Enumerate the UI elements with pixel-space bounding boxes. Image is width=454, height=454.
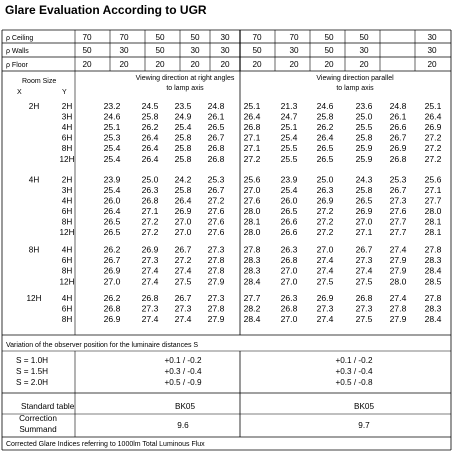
ugr-parallel-value: 27.0 — [280, 313, 298, 324]
ugr-parallel-value: 26.8 — [280, 303, 298, 314]
ugr-parallel-value: 27.3 — [389, 195, 407, 206]
ugr-right-value: 27.3 — [207, 244, 225, 255]
ugr-parallel-value: 26.3 — [316, 184, 334, 195]
room-x-value: 4H — [28, 175, 40, 185]
reflectance-value: 30 — [289, 46, 299, 55]
ugr-parallel-value: 24.8 — [389, 101, 407, 111]
ugr-parallel-value: 27.2 — [424, 153, 442, 164]
ugr-right-value: 27.8 — [207, 255, 225, 266]
ugr-right-value: 25.1 — [243, 101, 261, 111]
room-y-value: 12H — [59, 154, 75, 164]
ugr-parallel-value: 28.0 — [389, 276, 407, 287]
variation-right-value: +0.1 / -0.2 — [164, 356, 202, 365]
ugr-right-value: 26.8 — [207, 153, 225, 164]
reflectance-value: 30 — [359, 46, 369, 55]
ugr-parallel-value: 26.3 — [280, 292, 298, 303]
ugr-parallel-value: 27.0 — [316, 244, 334, 255]
room-y-value: 6H — [61, 133, 73, 143]
reflectance-value: 20 — [289, 60, 299, 69]
ugr-parallel-value: 25.6 — [424, 174, 442, 185]
variation-parallel-value: +0.5 / -0.8 — [335, 378, 373, 387]
ugr-right-value: 28.0 — [243, 227, 261, 238]
ugr-parallel-value: 28.4 — [424, 313, 442, 324]
ugr-right-value: 26.8 — [207, 143, 225, 154]
ugr-parallel-value: 25.8 — [355, 132, 373, 143]
ugr-parallel-value: 26.7 — [355, 244, 373, 255]
ugr-parallel-value: 27.1 — [424, 184, 442, 195]
summand-label: Summand — [19, 425, 57, 434]
ugr-right-value: 27.6 — [207, 227, 225, 238]
variation-label: S = 1.5H — [16, 367, 49, 376]
ugr-right-value: 25.4 — [103, 153, 121, 164]
ugr-parallel-value: 24.7 — [280, 111, 298, 122]
ugr-parallel-value: 27.8 — [424, 244, 442, 255]
ugr-right-value: 26.1 — [207, 111, 225, 122]
ugr-right-value: 26.7 — [207, 132, 225, 143]
reflectance-value: 50 — [324, 33, 334, 42]
room-y-value: 6H — [61, 304, 73, 314]
variation-right-value: +0.5 / -0.9 — [164, 378, 202, 387]
ugr-parallel-value: 25.5 — [280, 153, 298, 164]
ugr-right-value: 26.5 — [103, 216, 121, 227]
ugr-parallel-value: 27.9 — [389, 313, 407, 324]
ugr-right-value: 24.8 — [207, 101, 225, 111]
reflectance-value: 50 — [324, 46, 334, 55]
ugr-parallel-value: 27.8 — [389, 303, 407, 314]
reflectance-value: 50 — [359, 33, 369, 42]
reflectance-value: 30 — [190, 46, 200, 55]
ugr-right-value: 27.1 — [243, 132, 261, 143]
ugr-parallel-value: 27.2 — [316, 205, 334, 216]
ugr-right-value: 26.4 — [174, 195, 192, 206]
ugr-parallel-value: 27.4 — [316, 265, 334, 276]
ugr-parallel-value: 25.9 — [355, 153, 373, 164]
reflectance-value: 70 — [119, 33, 129, 42]
ugr-parallel-value: 24.6 — [316, 101, 334, 111]
ugr-parallel-value: 27.5 — [355, 313, 373, 324]
ugr-parallel-value: 26.9 — [389, 143, 407, 154]
reflectance-value: 50 — [155, 33, 165, 42]
ugr-parallel-value: 27.2 — [316, 227, 334, 238]
ugr-right-value: 26.7 — [103, 255, 121, 266]
ugr-parallel-value: 25.4 — [280, 184, 298, 195]
correction-parallel-value: 9.7 — [358, 421, 370, 430]
ugr-parallel-value: 28.0 — [424, 205, 442, 216]
room-size-x-label: X — [17, 89, 22, 96]
ugr-parallel-value: 25.1 — [424, 101, 442, 111]
ugr-right-value: 28.2 — [243, 303, 261, 314]
room-y-value: 2H — [61, 102, 73, 111]
ugr-parallel-value: 27.4 — [316, 255, 334, 266]
reflectance-value: 20 — [155, 60, 165, 69]
ugr-right-value: 26.8 — [141, 195, 159, 206]
correction-label: Correction — [19, 414, 57, 423]
variation-title: Variation of the observer position for the luminaire distances S — [6, 342, 199, 349]
ugr-right-value: 26.7 — [174, 292, 192, 303]
ugr-right-value: 26.7 — [174, 244, 192, 255]
variation-right-value: +0.3 / -0.4 — [164, 367, 202, 376]
ugr-parallel-value: 23.6 — [355, 101, 373, 111]
reflectance-value: 50 — [190, 33, 200, 42]
ugr-parallel-value: 27.9 — [389, 255, 407, 266]
ugr-parallel-value: 26.5 — [280, 205, 298, 216]
ugr-parallel-value: 27.7 — [389, 227, 407, 238]
ugr-right-value: 27.2 — [174, 255, 192, 266]
ugr-right-value: 26.2 — [103, 292, 121, 303]
room-y-value: 4H — [61, 293, 73, 303]
ugr-parallel-value: 26.8 — [389, 153, 407, 164]
ugr-parallel-value: 27.8 — [424, 292, 442, 303]
ugr-right-value: 26.9 — [141, 244, 159, 255]
ugr-right-value: 25.3 — [103, 132, 121, 143]
ugr-right-value: 27.3 — [174, 303, 192, 314]
ugr-parallel-value: 27.9 — [389, 265, 407, 276]
ugr-right-value: 27.6 — [243, 195, 261, 206]
ugr-right-value: 27.2 — [243, 153, 261, 164]
ugr-parallel-value: 26.4 — [424, 111, 442, 122]
ugr-parallel-value: 25.8 — [355, 184, 373, 195]
ugr-parallel-value: 26.4 — [316, 132, 334, 143]
ugr-parallel-value: 26.5 — [316, 143, 334, 154]
reflectance-value: 50 — [252, 46, 262, 55]
ugr-parallel-value: 26.5 — [316, 153, 334, 164]
reflectance-value: 20 — [324, 60, 334, 69]
room-y-value: 4H — [61, 245, 73, 255]
ugr-right-value: 28.0 — [243, 205, 261, 216]
room-y-value: 3H — [61, 112, 73, 122]
ugr-parallel-value: 25.3 — [389, 174, 407, 185]
ugr-right-value: 27.0 — [174, 227, 192, 238]
variation-parallel-value: +0.3 / -0.4 — [335, 367, 373, 376]
ugr-parallel-value: 26.0 — [280, 195, 298, 206]
ugr-right-value: 25.8 — [174, 143, 192, 154]
ugr-right-value: 27.4 — [174, 265, 192, 276]
room-y-value: 2H — [61, 175, 73, 185]
ugr-right-value: 27.4 — [174, 313, 192, 324]
ugr-parallel-value: 25.8 — [316, 111, 334, 122]
reflectance-value: 70 — [289, 33, 299, 42]
ugr-parallel-value: 27.3 — [355, 255, 373, 266]
ugr-parallel-value: 25.0 — [316, 174, 334, 185]
reflectance-value: 20 — [82, 60, 92, 69]
ugr-parallel-value: 27.4 — [389, 244, 407, 255]
ugr-right-value: 27.3 — [141, 303, 159, 314]
ugr-parallel-value: 26.3 — [280, 244, 298, 255]
ugr-parallel-value: 27.5 — [316, 276, 334, 287]
room-x-value: 12H — [26, 293, 42, 303]
ugr-right-value: 27.2 — [141, 216, 159, 227]
ugr-right-value: 26.0 — [103, 195, 121, 206]
ugr-right-value: 27.9 — [207, 313, 225, 324]
ugr-parallel-value: 26.8 — [355, 292, 373, 303]
room-y-value: 8H — [61, 217, 73, 227]
ugr-parallel-value: 27.3 — [316, 303, 334, 314]
reflectance-value: 20 — [252, 60, 262, 69]
footer-note: Corrected Glare Indices referring to 1000lm Total Luminous Flux — [6, 441, 205, 448]
room-x-value: 2H — [28, 102, 40, 111]
ugr-right-value: 24.5 — [141, 101, 159, 111]
ugr-right-value: 26.2 — [141, 122, 159, 133]
ugr-right-value: 26.2 — [103, 244, 121, 255]
room-y-value: 3H — [61, 185, 73, 195]
ugr-parallel-value: 26.9 — [316, 292, 334, 303]
ugr-right-value: 25.4 — [103, 184, 121, 195]
room-size-y-label: Y — [62, 89, 67, 96]
ugr-right-value: 27.8 — [243, 244, 261, 255]
ugr-right-value: 26.5 — [103, 227, 121, 238]
ugr-parallel-value: 27.0 — [280, 265, 298, 276]
ugr-parallel-value: 27.2 — [424, 143, 442, 154]
ugr-right-value: 27.4 — [141, 313, 159, 324]
ugr-parallel-value: 27.5 — [355, 276, 373, 287]
ugr-right-value: 27.0 — [103, 276, 121, 287]
ugr-right-value: 26.9 — [174, 205, 192, 216]
ugr-parallel-value: 27.2 — [316, 216, 334, 227]
ugr-right-value: 28.3 — [243, 255, 261, 266]
ugr-parallel-value: 27.4 — [355, 265, 373, 276]
reflectance-value: 20 — [427, 60, 437, 69]
reflectance-value: 50 — [82, 46, 92, 55]
ugr-parallel-value: 27.0 — [280, 276, 298, 287]
ugr-right-value: 26.7 — [207, 184, 225, 195]
ugr-right-value: 27.2 — [207, 195, 225, 206]
ugr-right-value: 25.0 — [141, 174, 159, 185]
ugr-parallel-value: 26.9 — [424, 122, 442, 133]
ugr-parallel-value: 26.1 — [389, 111, 407, 122]
ugr-right-value: 25.4 — [174, 122, 192, 133]
ugr-parallel-value: 24.3 — [355, 174, 373, 185]
view-right-heading: Viewing direction at right angles — [135, 75, 235, 82]
view-parallel-heading: Viewing direction parallel — [316, 75, 394, 82]
ugr-right-value: 25.1 — [103, 122, 121, 133]
ugr-parallel-value: 28.3 — [424, 303, 442, 314]
ugr-parallel-value: 28.3 — [424, 255, 442, 266]
ugr-right-value: 27.9 — [207, 276, 225, 287]
ugr-parallel-value: 26.7 — [389, 184, 407, 195]
ugr-right-value: 27.0 — [243, 184, 261, 195]
ugr-right-value: 25.3 — [207, 174, 225, 185]
ugr-right-value: 26.4 — [141, 143, 159, 154]
ugr-parallel-value: 26.9 — [355, 205, 373, 216]
ugr-right-value: 27.7 — [243, 292, 261, 303]
ugr-right-value: 26.8 — [141, 292, 159, 303]
room-y-value: 8H — [61, 314, 73, 324]
ugr-right-value: 26.8 — [243, 122, 261, 133]
reflectance-value: 30 — [119, 46, 129, 55]
variation-label: S = 2.0H — [16, 378, 49, 387]
reflectance-value: 70 — [252, 33, 262, 42]
variation-label: S = 1.0H — [16, 356, 49, 365]
ugr-parallel-value: 28.5 — [424, 276, 442, 287]
reflectance-label: ρ Ceiling — [6, 35, 34, 42]
room-y-value: 8H — [61, 266, 73, 276]
ugr-parallel-value: 26.5 — [355, 195, 373, 206]
correction-right-value: 9.6 — [177, 421, 189, 430]
reflectance-value: 20 — [190, 60, 200, 69]
standard-parallel-value: BK05 — [353, 402, 375, 411]
ugr-right-value: 26.4 — [141, 132, 159, 143]
ugr-parallel-value: 23.9 — [280, 174, 298, 185]
ugr-right-value: 27.3 — [207, 292, 225, 303]
reflectance-label: ρ Floor — [6, 62, 28, 69]
reflectance-value: 20 — [220, 60, 230, 69]
ugr-right-value: 26.3 — [141, 184, 159, 195]
room-y-value: 6H — [61, 256, 73, 266]
ugr-parallel-value: 27.0 — [355, 216, 373, 227]
ugr-parallel-value: 25.5 — [280, 143, 298, 154]
ugr-parallel-value: 26.9 — [316, 195, 334, 206]
ugr-right-value: 27.8 — [207, 265, 225, 276]
ugr-parallel-value: 26.6 — [389, 122, 407, 133]
ugr-parallel-value: 27.7 — [424, 195, 442, 206]
ugr-parallel-value: 27.4 — [316, 313, 334, 324]
ugr-right-value: 23.2 — [103, 101, 121, 111]
ugr-right-value: 27.5 — [174, 276, 192, 287]
ugr-parallel-value: 28.4 — [424, 265, 442, 276]
ugr-parallel-value: 27.7 — [389, 216, 407, 227]
standard-table-label: Standard table — [21, 402, 75, 411]
room-y-value: 8H — [61, 144, 73, 154]
reflectance-value: 30 — [220, 33, 230, 42]
reflectance-value: 30 — [427, 33, 437, 42]
ugr-parallel-value: 25.9 — [355, 143, 373, 154]
ugr-right-value: 23.5 — [174, 101, 192, 111]
ugr-right-value: 27.8 — [207, 303, 225, 314]
ugr-right-value: 27.4 — [141, 276, 159, 287]
view-parallel-heading: to lamp axis — [336, 85, 374, 92]
ugr-right-value: 25.4 — [103, 143, 121, 154]
ugr-right-value: 24.9 — [174, 111, 192, 122]
ugr-right-value: 24.2 — [174, 174, 192, 185]
ugr-right-value: 25.8 — [174, 153, 192, 164]
ugr-right-value: 25.8 — [174, 132, 192, 143]
ugr-parallel-value: 25.5 — [355, 122, 373, 133]
reflectance-label: ρ Walls — [6, 48, 29, 55]
ugr-right-value: 27.1 — [243, 143, 261, 154]
ugr-right-value: 27.6 — [207, 205, 225, 216]
ugr-right-value: 27.2 — [141, 227, 159, 238]
ugr-parallel-value: 28.1 — [424, 227, 442, 238]
room-size-label: Room Size — [22, 78, 57, 85]
ugr-right-value: 23.9 — [103, 174, 121, 185]
ugr-right-value: 27.4 — [141, 265, 159, 276]
ugr-parallel-value: 26.2 — [316, 122, 334, 133]
ugr-right-value: 26.4 — [243, 111, 261, 122]
ugr-parallel-value: 26.6 — [280, 216, 298, 227]
ugr-right-value: 25.6 — [243, 174, 261, 185]
ugr-parallel-value: 21.3 — [280, 101, 298, 111]
standard-right-value: BK05 — [174, 402, 196, 411]
room-y-value: 6H — [61, 206, 73, 216]
ugr-parallel-value: 26.7 — [389, 132, 407, 143]
ugr-right-value: 27.0 — [174, 216, 192, 227]
variation-parallel-value: +0.1 / -0.2 — [335, 356, 373, 365]
ugr-right-value: 26.4 — [141, 153, 159, 164]
reflectance-value: 70 — [82, 33, 92, 42]
reflectance-value: 20 — [119, 60, 129, 69]
ugr-parallel-value: 27.2 — [424, 132, 442, 143]
ugr-parallel-value: 26.8 — [280, 255, 298, 266]
room-y-value: 4H — [61, 123, 73, 133]
reflectance-value: 30 — [427, 46, 437, 55]
ugr-parallel-value: 27.4 — [389, 292, 407, 303]
ugr-right-value: 27.1 — [141, 205, 159, 216]
ugr-right-value: 26.8 — [103, 303, 121, 314]
reflectance-value: 20 — [359, 60, 369, 69]
ugr-right-value: 26.5 — [207, 122, 225, 133]
room-y-value: 4H — [61, 196, 73, 206]
ugr-right-value: 24.6 — [103, 111, 121, 122]
reflectance-value: 50 — [155, 46, 165, 55]
view-right-heading: to lamp axis — [166, 85, 204, 92]
ugr-parallel-value: 28.1 — [424, 216, 442, 227]
ugr-right-value: 28.3 — [243, 265, 261, 276]
ugr-parallel-value: 27.6 — [389, 205, 407, 216]
room-x-value: 8H — [28, 245, 40, 255]
ugr-right-value: 25.8 — [174, 184, 192, 195]
ugr-right-value: 26.9 — [103, 265, 121, 276]
ugr-parallel-value: 26.6 — [280, 227, 298, 238]
reflectance-value: 30 — [220, 46, 230, 55]
ugr-parallel-value: 27.3 — [355, 303, 373, 314]
room-y-value: 12H — [59, 228, 75, 238]
ugr-right-value: 28.4 — [243, 276, 261, 287]
ugr-right-value: 28.4 — [243, 313, 261, 324]
ugr-right-value: 27.6 — [207, 216, 225, 227]
ugr-parallel-value: 25.4 — [280, 132, 298, 143]
ugr-parallel-value: 25.1 — [280, 122, 298, 133]
room-y-value: 12H — [59, 277, 75, 287]
ugr-parallel-value: 27.1 — [355, 227, 373, 238]
page-title: Glare Evaluation According to UGR — [5, 3, 207, 17]
ugr-right-value: 28.1 — [243, 216, 261, 227]
ugr-right-value: 25.8 — [141, 111, 159, 122]
ugr-right-value: 26.4 — [103, 205, 121, 216]
ugr-right-value: 27.3 — [141, 255, 159, 266]
ugr-right-value: 26.9 — [103, 313, 121, 324]
ugr-parallel-value: 25.0 — [355, 111, 373, 122]
